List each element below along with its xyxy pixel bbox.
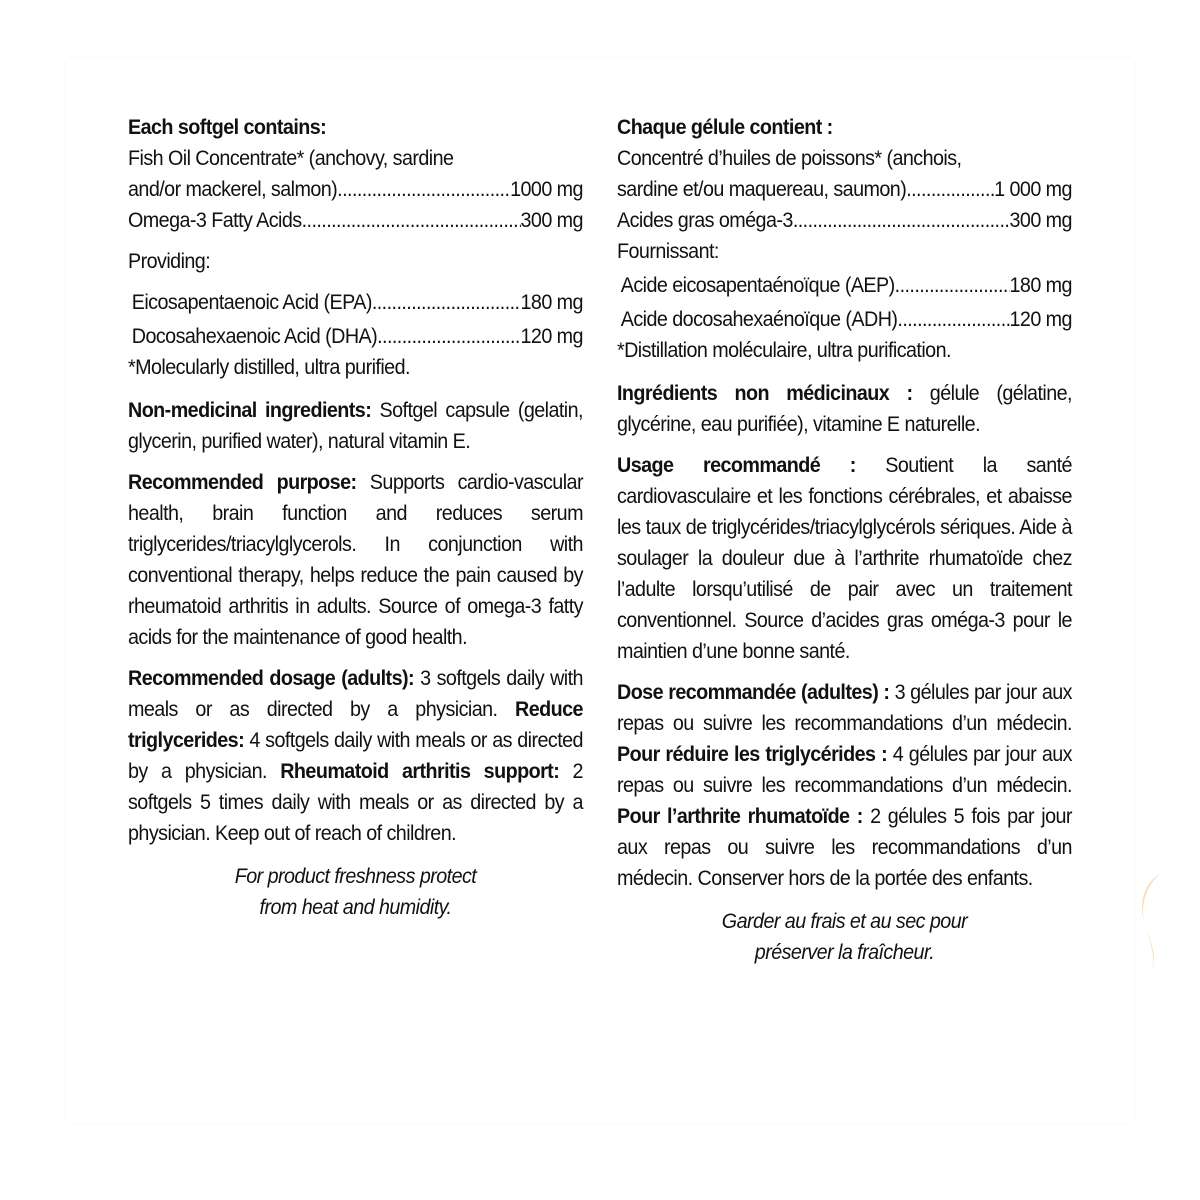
fr-dosage-text-2: 4 gélules par jour aux repas ou suivre les recommandations d’un médecin. bbox=[617, 743, 1072, 797]
fr-epa-row bbox=[617, 270, 1072, 301]
en-storage-line2: from heat and humidity. bbox=[259, 896, 452, 919]
fr-storage-note bbox=[617, 906, 1072, 968]
en-omega-label: Omega-3 Fatty Acids bbox=[128, 209, 302, 232]
fr-dha-label: Acide docosahexaénoïque (ADH) bbox=[620, 308, 898, 331]
en-nonmedicinal-text: Softgel capsule (gelatin, glycerin, purified water), natural vitamin E. bbox=[128, 399, 583, 453]
fr-omega-value: 300 mg bbox=[1009, 209, 1072, 232]
fr-nonmedicinal-heading: Ingrédients non médicinaux : bbox=[617, 382, 913, 405]
en-epa-label: Eicosapentaenoic Acid (EPA) bbox=[131, 291, 372, 314]
en-storage-line1: For product freshness protect bbox=[234, 865, 477, 888]
fr-contents-heading: Chaque gélule contient : bbox=[617, 116, 833, 139]
en-reduce-heading: Reduce triglycerides: bbox=[128, 698, 583, 752]
en-fish-oil-label-line1: Fish Oil Concentrate* (anchovy, sardine bbox=[128, 147, 454, 170]
en-nonmedicinal-heading: Non-medicinal ingredients: bbox=[128, 399, 372, 422]
fr-omega-row bbox=[617, 205, 1072, 236]
fr-providing-label: Fournissant: bbox=[617, 240, 719, 263]
en-nonmedicinal-paragraph bbox=[128, 395, 583, 457]
en-contents-heading: Each softgel contains: bbox=[128, 116, 327, 139]
en-purpose-paragraph bbox=[128, 467, 583, 653]
dot-leader bbox=[895, 270, 1010, 301]
en-omega-row bbox=[128, 205, 583, 236]
fr-footnote: *Distillation moléculaire, ultra purification. bbox=[617, 339, 951, 362]
en-dosage-text-2: 4 softgels daily with meals or as directed by a physician. bbox=[128, 729, 583, 783]
fr-dosage-text-3: 2 gélules 5 fois par jour aux repas ou suivre les recommandations d’un médecin. Conserver hors de la portée des enfants. bbox=[617, 805, 1072, 890]
en-dha-label: Docosahexaenoic Acid (DHA) bbox=[131, 325, 378, 348]
en-dosage-text-1: 3 softgels daily with meals or as directed by a physician. bbox=[128, 667, 583, 721]
decorative-swirl-icon bbox=[1134, 872, 1162, 972]
fr-dosage-paragraph bbox=[617, 677, 1072, 894]
fr-purpose-heading: Usage recommandé : bbox=[617, 454, 856, 477]
fr-reduce-heading: Pour réduire les triglycérides : bbox=[617, 743, 888, 766]
fr-purpose-text: Soutient la santé cardiovasculaire et les fonctions cérébrales, et abaisse les taux de triglycérides/triacylglycérols sériques. Aide à soulager la douleur due à l’arthrite rhumatoïde chez l’adulte lorsqu’utilisé de pair avec un traitement conventionnel. Source d’acides gras oméga-3 pour le maintien d’une bonne santé. bbox=[617, 454, 1072, 663]
fr-fish-oil-label-line1: Concentré d’huiles de poissons* (anchois, bbox=[617, 147, 962, 170]
en-ra-heading: Rheumatoid arthritis support: bbox=[280, 760, 560, 783]
french-column bbox=[617, 112, 1072, 968]
fr-epa-label: Acide eicosapentaénoïque (AEP) bbox=[620, 274, 895, 297]
en-epa-row bbox=[128, 287, 583, 318]
en-fish-oil-label-line2: and/or mackerel, salmon) bbox=[128, 178, 338, 201]
fr-fish-oil-label-line2: sardine et/ou maquereau, saumon) bbox=[617, 178, 907, 201]
fr-dosage-heading: Dose recommandée (adultes) : bbox=[617, 681, 890, 704]
fr-storage-line2: préserver la fraîcheur. bbox=[754, 941, 935, 964]
dot-leader bbox=[337, 174, 510, 205]
fr-nonmedicinal-paragraph bbox=[617, 378, 1072, 440]
fr-storage-line1: Garder au frais et au sec pour bbox=[721, 910, 968, 933]
en-dosage-text-3: 2 softgels 5 times daily with meals or as directed by a physician. Keep out of reach of children. bbox=[128, 760, 583, 845]
fr-dha-row bbox=[617, 304, 1072, 335]
fr-fish-oil-value: 1 000 mg bbox=[994, 178, 1072, 201]
fr-epa-value: 180 mg bbox=[1009, 274, 1072, 297]
fr-ra-heading: Pour l’arthrite rhumatoïde : bbox=[617, 805, 863, 828]
fr-omega-label: Acides gras oméga-3 bbox=[617, 209, 793, 232]
fr-dosage-text-1: 3 gélules par jour aux repas ou suivre les recommandations d’un médecin. bbox=[617, 681, 1072, 735]
en-purpose-heading: Recommended purpose: bbox=[128, 471, 357, 494]
en-providing-label: Providing: bbox=[128, 250, 211, 273]
fr-fish-oil-row bbox=[617, 174, 1072, 205]
en-storage-note bbox=[128, 861, 583, 923]
en-dha-row bbox=[128, 321, 583, 352]
en-dha-value: 120 mg bbox=[520, 325, 583, 348]
en-omega-value: 300 mg bbox=[520, 209, 583, 232]
en-dosage-paragraph bbox=[128, 663, 583, 849]
fr-purpose-paragraph bbox=[617, 450, 1072, 667]
fr-nonmedicinal-text: gélule (gélatine, glycérine, eau purifiée), vitamine E naturelle. bbox=[617, 382, 1072, 436]
en-fish-oil-row bbox=[128, 174, 583, 205]
en-footnote: *Molecularly distilled, ultra purified. bbox=[128, 356, 410, 379]
swirl-shape bbox=[1142, 874, 1160, 970]
dot-leader bbox=[897, 304, 1009, 335]
en-purpose-text: Supports cardio-vascular health, brain function and reduces serum triglycerides/triacylglycerols. In conjunction with conventional therapy, helps reduce the pain caused by rheumatoid arthritis in adults. Source of omega-3 fatty acids for the maintenance of good health. bbox=[128, 471, 583, 649]
dot-leader bbox=[302, 205, 521, 236]
dot-leader bbox=[372, 287, 521, 318]
en-epa-value: 180 mg bbox=[520, 291, 583, 314]
english-column bbox=[128, 112, 583, 923]
dot-leader bbox=[377, 321, 520, 352]
en-dosage-heading: Recommended dosage (adults): bbox=[128, 667, 415, 690]
en-fish-oil-value: 1000 mg bbox=[510, 178, 583, 201]
fr-dha-value: 120 mg bbox=[1009, 308, 1072, 331]
dot-leader bbox=[906, 174, 994, 205]
dot-leader bbox=[793, 205, 1010, 236]
